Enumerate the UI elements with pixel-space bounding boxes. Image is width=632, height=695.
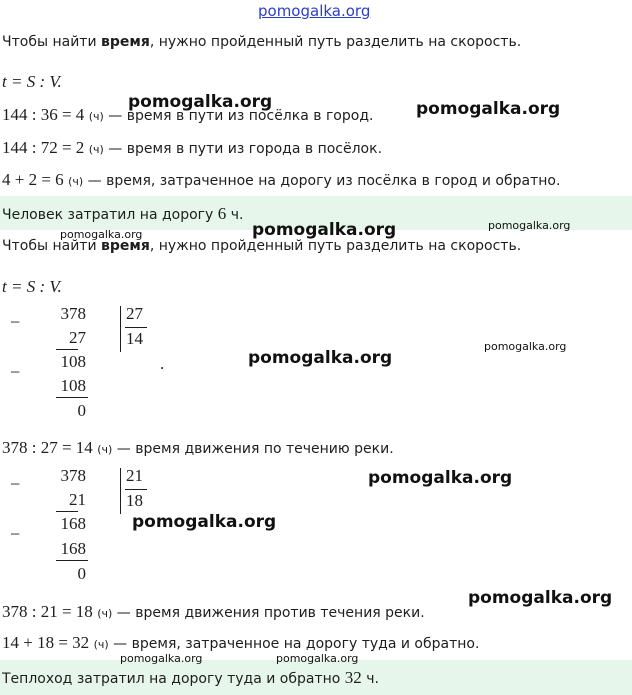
watermark: pomogalka.org: [484, 340, 567, 353]
divisor-underline: [125, 489, 147, 490]
answer-box-2: [0, 660, 632, 695]
dividend: 378: [60, 304, 86, 323]
answer-text-1: [2, 204, 243, 224]
solution-line-3: [2, 170, 560, 190]
formula-2: t = S : V.: [2, 277, 62, 296]
underline-1: [56, 349, 78, 350]
line-description: — время в пути из города в посёлок.: [103, 141, 383, 157]
math-expression: 378 : 27 = 14: [2, 438, 93, 457]
intro-prefix: Чтобы найти: [2, 34, 101, 50]
intro-text-1: [2, 34, 521, 50]
watermark: pomogalka.org: [252, 220, 397, 240]
line-description: — время движения по течению реки.: [112, 441, 394, 457]
subtrahend-2: 168: [60, 539, 86, 558]
watermark: pomogalka.org: [128, 92, 273, 112]
intro-suffix: , нужно пройденный путь разделить на скорость.: [149, 238, 522, 254]
subtrahend-2: 108: [60, 376, 86, 395]
unit-label: (ч): [93, 638, 109, 651]
answer-number: 32: [344, 668, 362, 687]
watermark: pomogalka.org: [416, 99, 561, 119]
minus-sign: −: [10, 524, 21, 544]
minus-sign: −: [10, 362, 21, 382]
answer-number: 6: [217, 204, 227, 223]
subtrahend-1: 21: [69, 490, 86, 509]
math-expression: 144 : 72 = 2: [2, 138, 85, 157]
trailing-dot: .: [160, 354, 165, 373]
math-expression: 14 + 18 = 32: [2, 633, 90, 652]
formula-1: t = S : V.: [2, 72, 62, 91]
watermark: pomogalka.org: [468, 588, 613, 608]
divisor: 21: [126, 466, 143, 485]
solution-line-6: [2, 633, 479, 653]
watermark: pomogalka.org: [60, 228, 143, 241]
quotient: 18: [126, 491, 143, 510]
intro-suffix: , нужно пройденный путь разделить на скорость.: [149, 34, 522, 50]
underline-2: [56, 397, 88, 398]
header-watermark[interactable]: pomogalka.org: [258, 2, 371, 20]
watermark: pomogalka.org: [488, 219, 571, 232]
intro-prefix: Чтобы найти: [2, 238, 101, 254]
math-expression: 144 : 36 = 4: [2, 105, 85, 124]
final-remainder: 0: [77, 564, 86, 583]
division-bar: [120, 468, 121, 514]
intro-bold-word: время: [101, 34, 150, 50]
solution-line-2: [2, 138, 382, 158]
answer-suffix: ч.: [361, 671, 379, 687]
line-description: — время, затраченное на дорогу из посёлка в город и обратно.: [83, 173, 561, 189]
minus-sign: −: [10, 474, 21, 494]
math-expression: 4 + 2 = 6: [2, 170, 64, 189]
line-description: — время в пути из посёлка в город.: [103, 108, 374, 124]
remainder-1: 168: [60, 514, 86, 533]
watermark: pomogalka.org: [248, 348, 393, 368]
watermark: pomogalka.org: [276, 652, 359, 665]
math-expression: 378 : 21 = 18: [2, 602, 93, 621]
unit-label: (ч): [88, 143, 104, 156]
final-remainder: 0: [77, 401, 86, 420]
unit-label: (ч): [97, 607, 113, 620]
minus-sign: −: [10, 312, 21, 332]
answer-suffix: ч.: [226, 207, 244, 223]
solution-line-5: [2, 602, 425, 622]
watermark: pomogalka.org: [120, 652, 203, 665]
subtrahend-1: 27: [69, 328, 86, 347]
unit-label: (ч): [68, 175, 84, 188]
remainder-1: 108: [60, 352, 86, 371]
answer-text-2: [2, 668, 379, 688]
solution-line-4: [2, 438, 394, 458]
intro-bold-word: время: [101, 238, 150, 254]
answer-prefix: Человек затратил на дорогу: [2, 207, 218, 223]
quotient: 14: [126, 329, 143, 348]
unit-label: (ч): [88, 110, 104, 123]
underline-2: [56, 560, 88, 561]
dividend: 378: [60, 466, 86, 485]
line-description: — время, затраченное на дорогу туда и обратно.: [108, 636, 480, 652]
watermark: pomogalka.org: [368, 468, 513, 488]
divisor-underline: [125, 327, 147, 328]
division-bar: [120, 306, 121, 352]
unit-label: (ч): [97, 443, 113, 456]
answer-prefix: Теплоход затратил на дорогу туда и обратно: [2, 671, 345, 687]
divisor: 27: [126, 304, 143, 323]
line-description: — время движения против течения реки.: [112, 605, 425, 621]
underline-1: [56, 511, 78, 512]
watermark: pomogalka.org: [132, 512, 277, 532]
